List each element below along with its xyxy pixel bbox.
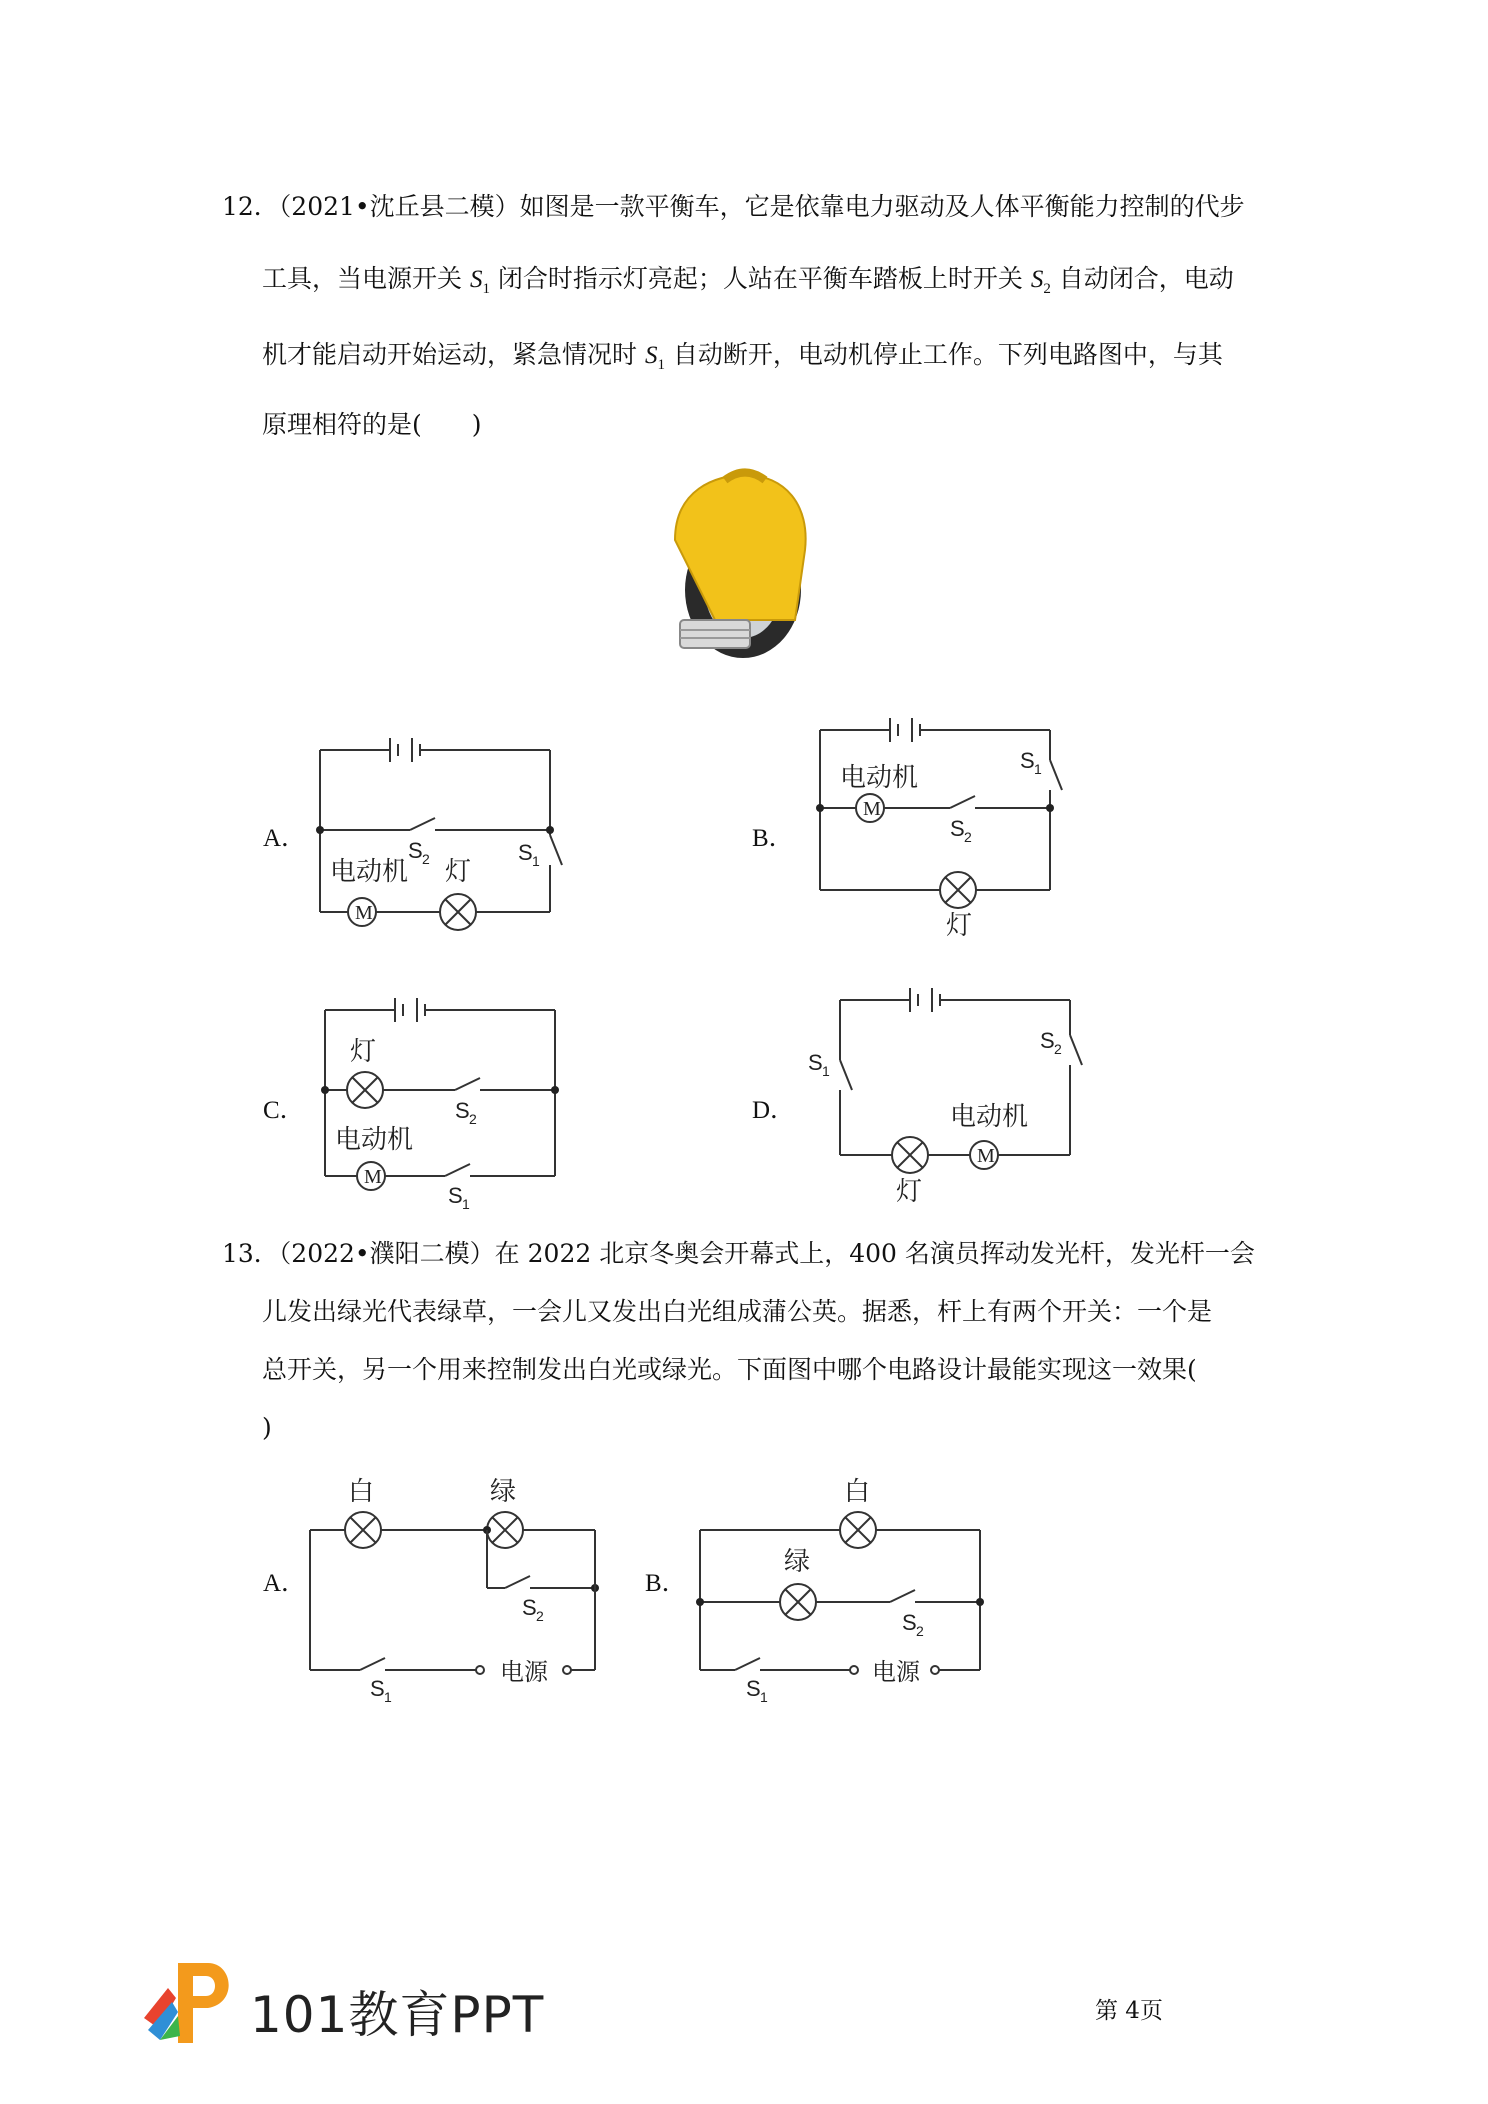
q12-option-d-label: D． [752, 1097, 796, 1124]
motor-label: 电动机 [330, 857, 409, 887]
q12-line-4: 原理相符的是( ) [262, 410, 482, 439]
q12-line-3 [262, 338, 1223, 382]
switch-s1-label: S [1020, 748, 1035, 773]
switch-s1-label: S [370, 1676, 385, 1701]
q13-line-4: ) [262, 1413, 272, 1442]
q12-line-2-part-a: 工具，当电源开关 [262, 264, 470, 293]
switch-s2-sub: 2 [1054, 1041, 1062, 1057]
q12-circuit-b [800, 710, 1100, 950]
q12-circuit-c [305, 990, 585, 1210]
green-lamp-label: 绿 [784, 1547, 811, 1577]
q12-line-3-part-b: 自动断开，电动机停止工作。下列电路图中，与其 [664, 340, 1223, 369]
switch-s1-label: S [808, 1050, 823, 1075]
lamp-label: 灯 [350, 1037, 377, 1067]
white-lamp-label: 白 [348, 1477, 375, 1507]
motor-label: 电动机 [950, 1102, 1029, 1132]
q12-option-a-label: A． [263, 825, 307, 852]
q13-circuit-a [300, 1470, 620, 1710]
power-source-label: 电源 [500, 1658, 548, 1686]
motor-symbol: M [977, 1145, 995, 1167]
lamp-label: 灯 [896, 1177, 923, 1207]
q12-line-1: 12．（2021•沈丘县二模）如图是一款平衡车，它是依靠电力驱动及人体平衡能力控制的代步 [222, 192, 1245, 221]
q12-circuit-a [300, 730, 580, 940]
motor-symbol: M [355, 902, 373, 924]
power-source-label: 电源 [872, 1658, 920, 1686]
brand-logo-icon [138, 1958, 248, 2048]
q12-circuit-d [808, 980, 1120, 1210]
switch-s2-symbol: $S_2$ [1030, 266, 1051, 297]
switch-s1-sub: 1 [822, 1063, 830, 1079]
switch-s2-label: S [522, 1595, 537, 1620]
brand-name: 101教育PPT [250, 1986, 545, 2044]
switch-s2-sub: 2 [536, 1608, 544, 1624]
q12-line-3-part-a: 机才能启动开始运动，紧急情况时 [262, 340, 645, 369]
switch-s2-sub: 2 [469, 1111, 477, 1127]
switch-s2-label: S [455, 1098, 470, 1123]
switch-s2-label: S [1040, 1028, 1055, 1053]
white-lamp-label: 白 [844, 1477, 871, 1507]
switch-s2-label: S [408, 838, 423, 863]
green-lamp-label: 绿 [490, 1477, 517, 1507]
switch-s1-sub: 1 [760, 1689, 768, 1705]
q13-line-3: 总开关，另一个用来控制发出白光或绿光。下面图中哪个电路设计最能实现这一效果( [262, 1355, 1197, 1384]
lamp-label: 灯 [445, 857, 472, 887]
switch-s2-sub: 2 [916, 1623, 924, 1639]
switch-s1-symbol: $S_1$ [469, 266, 490, 297]
q12-line-2-part-c: 自动闭合，电动 [1050, 264, 1234, 293]
switch-s2-label: S [902, 1610, 917, 1635]
q12-option-b-label: B． [752, 825, 794, 852]
switch-s1-sub: 1 [384, 1689, 392, 1705]
q13-line-1: 13．（2022•濮阳二模）在 2022 北京冬奥会开幕式上，400 名演员挥动发光杆，发光杆一会 [222, 1239, 1255, 1268]
motor-symbol: M [863, 798, 881, 820]
q12-line-2-part-b: 闭合时指示灯亮起；人站在平衡车踏板上时开关 [489, 264, 1031, 293]
q13-option-a-label: A． [263, 1570, 307, 1597]
balance-vehicle-image [655, 470, 825, 665]
switch-s2-sub: 2 [422, 851, 430, 867]
q13-circuit-b [690, 1470, 1010, 1710]
switch-s1-symbol: $S_1$ [644, 342, 665, 373]
motor-label: 电动机 [840, 763, 919, 793]
switch-s1-sub: 1 [532, 853, 540, 869]
lamp-label: 灯 [946, 911, 973, 941]
q13-option-b-label: B． [645, 1570, 687, 1597]
switch-s1-label: S [746, 1676, 761, 1701]
q13-line-2: 儿发出绿光代表绿草，一会儿又发出白光组成蒲公英。据悉，杆上有两个开关：一个是 [262, 1297, 1213, 1326]
switch-s1-sub: 1 [462, 1196, 470, 1212]
switch-s1-label: S [448, 1183, 463, 1208]
switch-s2-label: S [950, 816, 965, 841]
motor-symbol: M [364, 1166, 382, 1188]
page-number: 第 4页 [1095, 1998, 1163, 2024]
q12-line-2 [262, 262, 1234, 306]
motor-label: 电动机 [335, 1125, 414, 1155]
q12-option-c-label: C． [263, 1097, 305, 1124]
switch-s1-label: S [518, 840, 533, 865]
switch-s2-sub: 2 [964, 829, 972, 845]
switch-s1-sub: 1 [1034, 761, 1042, 777]
